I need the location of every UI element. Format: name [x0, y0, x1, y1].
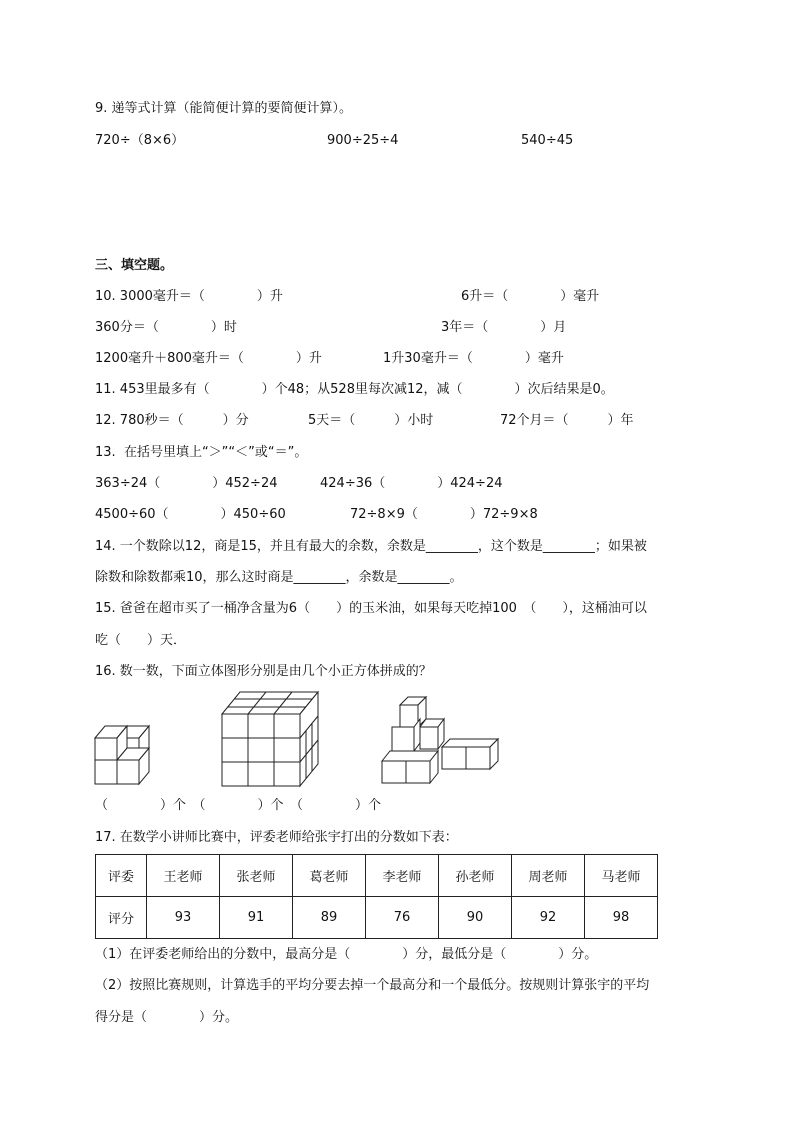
table-cell: 李老师 [366, 855, 439, 897]
q17-sub2-line2: 得分是（ ）分。 [95, 1010, 239, 1025]
table-cell: 91 [220, 897, 293, 939]
q17-sub2-line1: （2）按照比赛规则，计算选手的平均分要去掉一个最高分和一个最低分。按规则计算张宇的平均 [95, 978, 650, 993]
table-cell: 评委 [96, 855, 147, 897]
cube-front-face [95, 738, 117, 760]
table-cell: 76 [366, 897, 439, 939]
q11-text: 11. 453里最多有（ ）个48；从528里每次减12，减（ ）次后结果是0。 [95, 382, 614, 397]
table-row [96, 897, 658, 939]
table-cell: 张老师 [220, 855, 293, 897]
q15-line1: 15. 爸爸在超市买了一桶净含量为6（ ）的玉米油，如果每天吃掉100 （ ），这桶油可以 [95, 601, 647, 616]
table-cell: 评分 [96, 897, 147, 939]
q13-d: 72÷8×9（ ）72÷9×8 [350, 507, 538, 522]
cube-figure-1 [93, 718, 163, 788]
q10-line2b: 3年＝（ ）月 [441, 320, 567, 335]
table-cell: 92 [512, 897, 585, 939]
cube-figure-2 [220, 690, 320, 790]
table-cell: 90 [439, 897, 512, 939]
q10-line3b: 1升30毫升＝（ ）毫升 [383, 351, 564, 366]
table-cell: 葛老师 [293, 855, 366, 897]
table-cell: 98 [585, 897, 658, 939]
q10-line3a: 1200毫升＋800毫升＝（ ）升 [95, 351, 322, 366]
q9-title: 9. 递等式计算（能简便计算的要简便计算）。 [95, 101, 353, 116]
section-heading: 三、填空题。 [95, 258, 174, 273]
q10-line1a: 10. 3000毫升＝（ ）升 [95, 289, 283, 304]
table-row [96, 855, 658, 897]
table-cell: 89 [293, 897, 366, 939]
cube-front-face [117, 760, 139, 784]
q9-item-1: 720÷（8×6） [95, 133, 185, 148]
score-table [95, 854, 658, 939]
q17-title: 17. 在数学小讲师比赛中，评委老师给张宇打出的分数如下表： [95, 830, 458, 845]
table-cell: 周老师 [512, 855, 585, 897]
cube-figure-3 [380, 695, 505, 790]
q17-sub1: （1）在评委老师给出的分数中，最高分是（ ）分，最低分是（ ）分。 [95, 947, 598, 962]
q9-item-3: 540÷45 [521, 133, 574, 148]
q16-answers: （ ）个 （ ）个 （ ）个 [95, 798, 382, 813]
q12-a: 12. 780秒＝（ ）分 [95, 413, 249, 428]
q12-c: 72个月＝（ ）年 [500, 413, 634, 428]
q14-line1: 14. 一个数除以12，商是15，并且有最大的余数，余数是________，这个数是________；如果被 [95, 539, 647, 554]
q14-line2: 除数和除数都乘10，那么这时商是________，余数是________。 [95, 570, 463, 585]
table-cell: 王老师 [147, 855, 220, 897]
table-cell: 马老师 [585, 855, 658, 897]
q13-b: 424÷36（ ）424÷24 [320, 476, 503, 491]
table-cell: 93 [147, 897, 220, 939]
cube-front-face [95, 760, 117, 784]
q10-line1b: 6升＝（ ）毫升 [461, 289, 600, 304]
q13-c: 4500÷60（ ）450÷60 [95, 507, 286, 522]
q9-item-2: 900÷25÷4 [327, 133, 399, 148]
block-front [222, 714, 300, 786]
q13-title: 13. 在括号里填上“＞”“＜”或“＝”。 [95, 445, 308, 460]
q13-a: 363÷24（ ）452÷24 [95, 476, 278, 491]
q12-b: 5天＝（ ）小时 [308, 413, 434, 428]
q10-line2a: 360分＝（ ）时 [95, 320, 237, 335]
q16-title: 16. 数一数，下面立体图形分别是由几个小正方体拼成的？ [95, 664, 432, 679]
table-cell: 孙老师 [439, 855, 512, 897]
q15-line2: 吃（ ）天． [95, 633, 187, 648]
